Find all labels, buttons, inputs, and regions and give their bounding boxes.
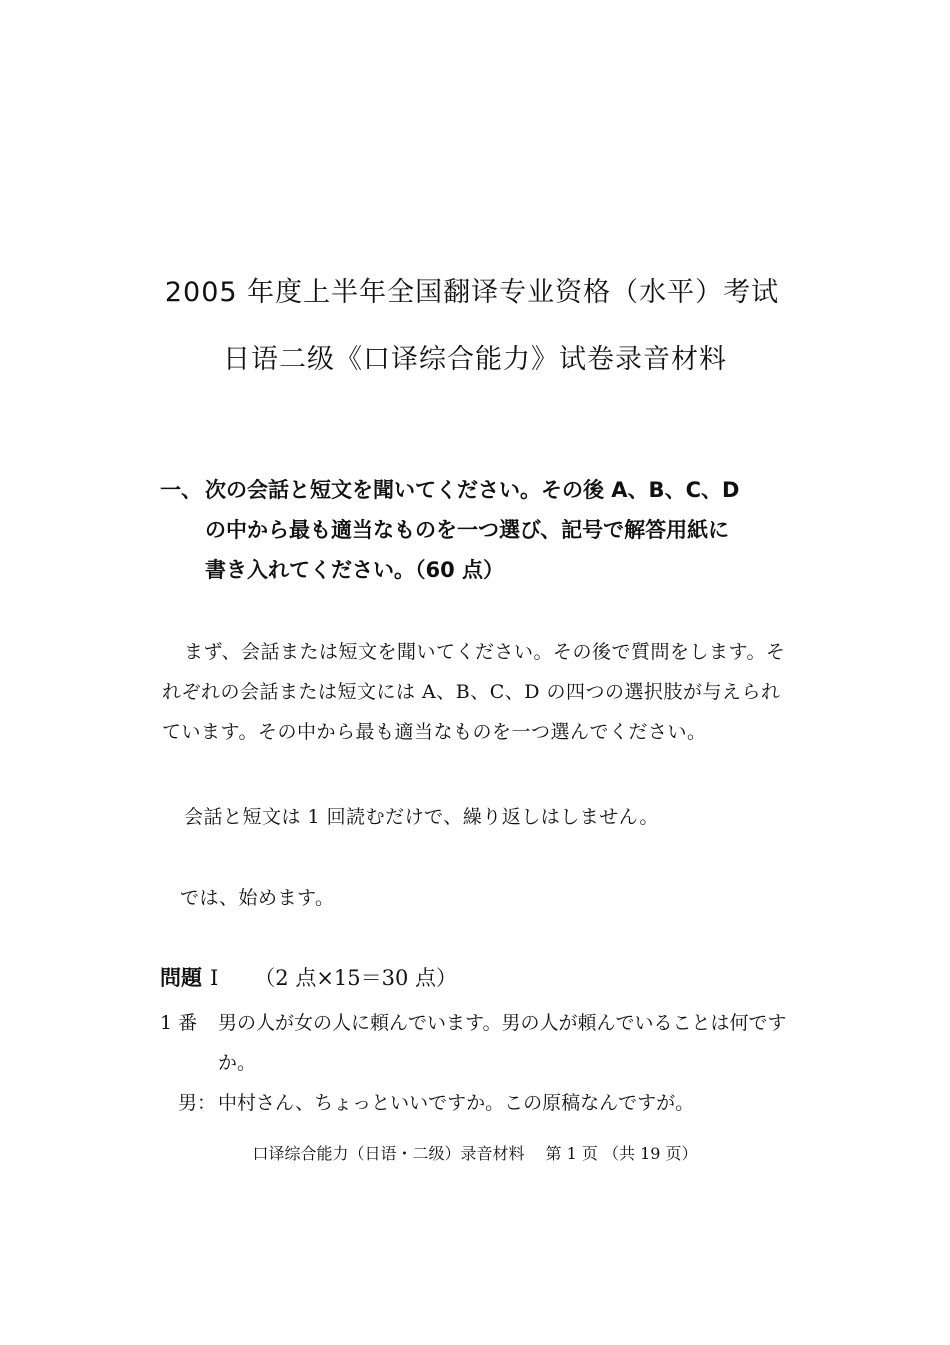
question-item: [160, 1003, 800, 1083]
dialog-text: 中村さん、ちょっといいですか。この原稿なんですが。: [218, 1092, 695, 1114]
section-instruction-text: 次の会話と短文を聞いてください。その後 A、B、C、D の中から最も適当なものを一つ選び、記号で解答用紙に 書き入れてください。（60 点）: [205, 478, 740, 582]
question-label: 問題: [160, 966, 202, 990]
dialog-speaker: 男：: [178, 1092, 217, 1114]
question-item-text: 男の人が女の人に頼んでいます。男の人が頼んでいることは何ですか。: [218, 1012, 787, 1074]
exam-title: 2005 年度上半年全国翻译专业资格（水平）考试: [164, 277, 780, 308]
section-number: 一、: [160, 478, 202, 502]
once-only-paragraph: 会話と短文は 1 回読むだけで、繰り返しはしません。: [184, 806, 659, 828]
question-score: （2 点×15＝30 点）: [254, 966, 458, 990]
page-footer: 口译综合能力（日语・二级）录音材料 第 1 页 （共 19 页）: [252, 1144, 698, 1163]
question-heading: [160, 962, 457, 992]
begin-paragraph: では、始めます。: [180, 887, 335, 909]
exam-subtitle: 日语二级《口译综合能力》试卷录音材料: [223, 344, 727, 375]
intro-paragraph: まず、会話または短文を聞いてください。その後で質問をします。それぞれの会話または短文には A、B、C、D の四つの選択肢が与えられています。その中から最も適当なものを一つ選んでください。: [162, 641, 786, 743]
question-item-number: 1 番: [160, 1012, 198, 1034]
question-roman-numeral: Ⅰ: [210, 966, 219, 990]
section-instruction: [160, 470, 800, 590]
dialog-line: [178, 1086, 694, 1120]
